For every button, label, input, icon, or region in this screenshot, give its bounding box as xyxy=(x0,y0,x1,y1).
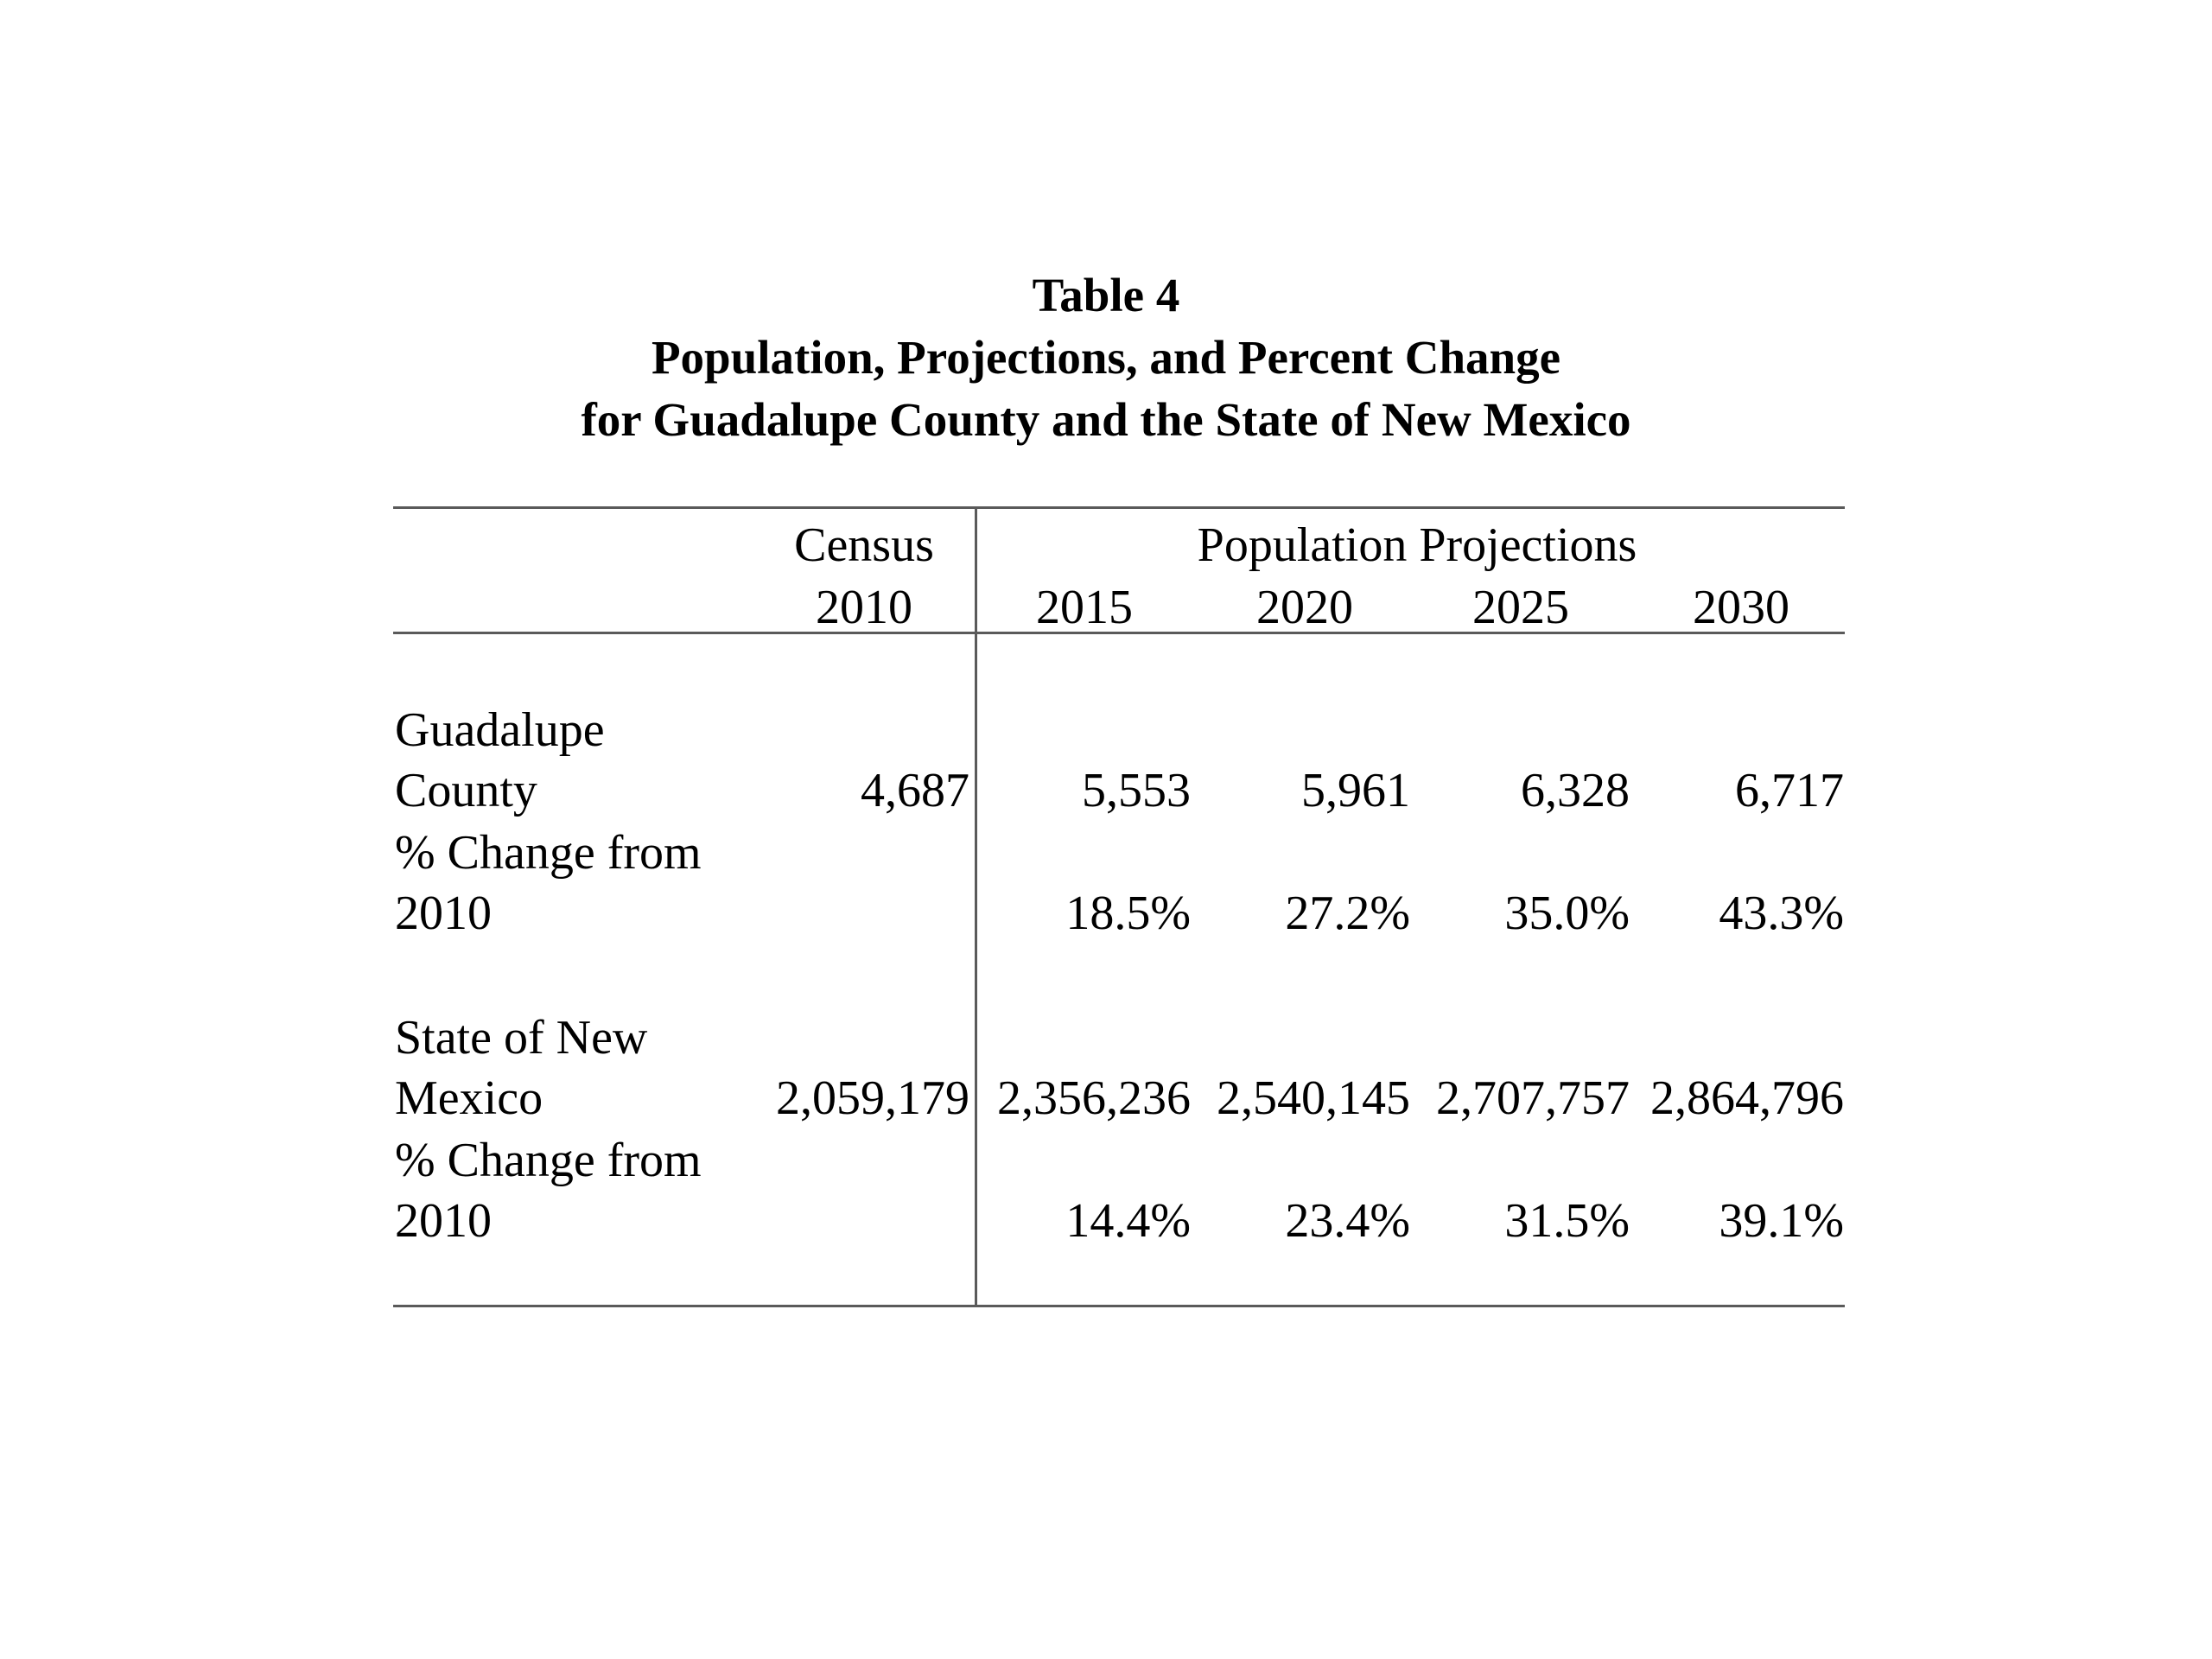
header-year-2010: 2010 xyxy=(816,581,912,634)
cell-guadalupe-2025: 6,328 xyxy=(1521,764,1630,817)
cell-new-mexico-change-2015: 14.4% xyxy=(1065,1194,1191,1248)
header-census: Census xyxy=(794,518,934,572)
cell-guadalupe-2020: 5,961 xyxy=(1301,764,1410,817)
cell-guadalupe-2015: 5,553 xyxy=(1082,764,1191,817)
cell-new-mexico-2030: 2,864,796 xyxy=(1650,1071,1844,1125)
cell-guadalupe-2030: 6,717 xyxy=(1735,764,1844,817)
cell-new-mexico-2010: 2,059,179 xyxy=(776,1071,969,1125)
row-label-new-mexico-change-line-2: 2010 xyxy=(395,1194,492,1248)
cell-guadalupe-change-2020: 27.2% xyxy=(1285,887,1410,940)
cell-new-mexico-2020: 2,540,145 xyxy=(1217,1071,1410,1125)
cell-guadalupe-change-2030: 43.3% xyxy=(1719,887,1844,940)
header-year-2030: 2030 xyxy=(1693,581,1789,634)
table-bottom-rule xyxy=(393,1305,1845,1307)
row-label-guadalupe-change-line-2: 2010 xyxy=(395,887,492,940)
row-label-new-mexico-line-1: State of New xyxy=(395,1011,648,1065)
row-label-new-mexico-line-2: Mexico xyxy=(395,1071,543,1125)
header-year-2025: 2025 xyxy=(1472,581,1569,634)
table-number: Table 4 xyxy=(1032,269,1180,321)
table-title-line-1: Population, Projections, and Percent Change xyxy=(651,331,1561,384)
row-label-guadalupe-line-2: County xyxy=(395,764,537,817)
cell-new-mexico-change-2030: 39.1% xyxy=(1719,1194,1844,1248)
cell-new-mexico-2015: 2,356,236 xyxy=(997,1071,1191,1125)
row-label-new-mexico-change-line-1: % Change from xyxy=(395,1134,702,1187)
cell-new-mexico-2025: 2,707,757 xyxy=(1436,1071,1630,1125)
cell-new-mexico-change-2020: 23.4% xyxy=(1285,1194,1410,1248)
table-caption xyxy=(0,264,2212,451)
row-label-guadalupe-change-line-1: % Change from xyxy=(395,826,702,880)
table-title-line-2: for Guadalupe County and the State of New Mexico xyxy=(581,393,1631,446)
cell-guadalupe-2010: 4,687 xyxy=(861,764,969,817)
header-year-2020: 2020 xyxy=(1256,581,1353,634)
cell-guadalupe-change-2025: 35.0% xyxy=(1504,887,1630,940)
cell-new-mexico-change-2025: 31.5% xyxy=(1504,1194,1630,1248)
header-population-projections: Population Projections xyxy=(1197,518,1637,572)
table-top-rule xyxy=(393,506,1845,509)
header-year-2015: 2015 xyxy=(1036,581,1133,634)
cell-guadalupe-change-2015: 18.5% xyxy=(1065,887,1191,940)
row-label-guadalupe-line-1: Guadalupe xyxy=(395,703,605,757)
